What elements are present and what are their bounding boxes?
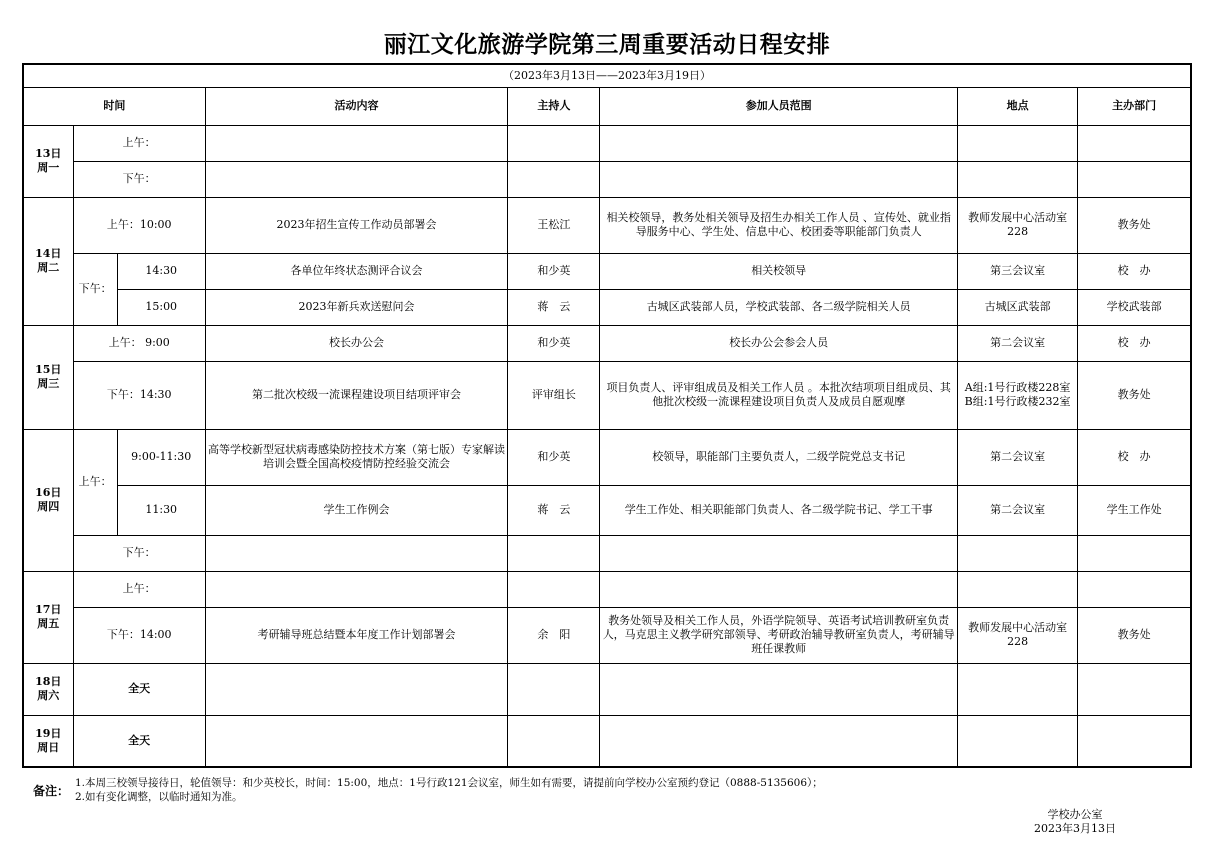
activity-dept: 学校武装部	[1078, 289, 1191, 325]
activity-participants: 古城区武装部人员，学校武装部、各二级学院相关人员	[600, 289, 958, 325]
time-slot: 全天	[73, 715, 205, 767]
page-title: 丽江文化旅游学院第三周重要活动日程安排	[383, 31, 831, 58]
activity-location: 教师发展中心活动室228	[957, 607, 1077, 663]
time-detail: 11:30	[117, 485, 205, 535]
activity-dept: 教务处	[1078, 607, 1191, 663]
day-weekday: 周五	[37, 617, 60, 630]
activity-dept: 教务处	[1078, 197, 1191, 253]
day-date: 18日	[35, 675, 62, 688]
activity-participants: 教务处领导及相关工作人员，外语学院领导、英语考试培训教研室负责人，马克思主义教学研究部领导、考研政治辅导教研室负责人，考研辅导班任课教师	[600, 607, 958, 663]
empty-cell	[205, 715, 507, 767]
activity-host: 王松江	[508, 197, 600, 253]
activity-content: 校长办公会	[205, 325, 507, 361]
time-detail: 14:30	[117, 253, 205, 289]
empty-cell	[600, 715, 958, 767]
notes-label: 备注：	[33, 784, 70, 798]
time-slot: 下午：	[73, 535, 205, 571]
time-slot: 下午：	[73, 161, 205, 197]
activity-content: 2023年招生宣传工作动员部署会	[205, 197, 507, 253]
empty-cell	[1078, 663, 1191, 715]
time-detail: 15:00	[117, 289, 205, 325]
time-slot: 上午：10:00	[73, 197, 205, 253]
day-date: 15日	[35, 363, 62, 376]
time-slot: 上午：	[73, 571, 205, 607]
notes	[75, 776, 823, 804]
activity-participants: 校领导，职能部门主要负责人，二级学院党总支书记	[600, 429, 958, 485]
day-weekday: 周四	[37, 500, 60, 513]
activity-participants: 相关校领导	[600, 253, 958, 289]
empty-cell	[508, 161, 600, 197]
empty-cell	[600, 125, 958, 161]
activity-content: 第二批次校级一流课程建设项目结项评审会	[205, 361, 507, 429]
activity-host: 和少英	[508, 253, 600, 289]
time-slot: 上午： 9:00	[73, 325, 205, 361]
empty-cell	[205, 663, 507, 715]
note-line-1: 1.本周三校领导接待日，轮值领导：和少英校长，时间：15:00，地点：1号行政121会议室，师生如有需要，请提前向学校办公室预约登记（0888-5135606）；	[75, 777, 823, 789]
empty-cell	[1078, 715, 1191, 767]
empty-cell	[600, 535, 958, 571]
empty-cell	[508, 125, 600, 161]
activity-participants: 学生工作处、相关职能部门负责人、各二级学院书记、学工干事	[600, 485, 958, 535]
activity-content: 考研辅导班总结暨本年度工作计划部署会	[205, 607, 507, 663]
empty-cell	[957, 715, 1077, 767]
empty-cell	[957, 125, 1077, 161]
activity-content: 各单位年终状态测评合议会	[205, 253, 507, 289]
empty-cell	[508, 663, 600, 715]
signature-date: 2023年3月13日	[1034, 822, 1116, 835]
activity-location: A组:1号行政楼228室 B组:1号行政楼232室	[957, 361, 1077, 429]
day-cell	[23, 715, 73, 767]
day-date: 16日	[35, 486, 62, 499]
time-slot: 上午：	[73, 429, 117, 535]
header-location: 地点	[957, 87, 1077, 125]
activity-host: 和少英	[508, 325, 600, 361]
day-weekday: 周二	[37, 261, 60, 274]
activity-host: 余 阳	[508, 607, 600, 663]
header-participants: 参加人员范围	[600, 87, 958, 125]
empty-cell	[1078, 161, 1191, 197]
header-dept: 主办部门	[1078, 87, 1191, 125]
time-slot: 全天	[73, 663, 205, 715]
date-range: （2023年3月13日——2023年3月19日）	[23, 64, 1191, 87]
day-date: 19日	[35, 726, 62, 740]
activity-participants: 相关校领导，教务处相关领导及招生办相关工作人员 、宣传处、就业指导服务中心、学生处、信息中心、校团委等职能部门负责人	[600, 197, 958, 253]
empty-cell	[1078, 125, 1191, 161]
empty-cell	[508, 571, 600, 607]
empty-cell	[205, 571, 507, 607]
activity-location: 第二会议室	[957, 325, 1077, 361]
empty-cell	[508, 535, 600, 571]
activity-dept: 校 办	[1078, 429, 1191, 485]
empty-cell	[205, 125, 507, 161]
activity-dept: 校 办	[1078, 253, 1191, 289]
activity-location: 教师发展中心活动室228	[957, 197, 1077, 253]
note-line-2: 2.如有变化调整，以临时通知为准。	[75, 791, 243, 803]
empty-cell	[508, 715, 600, 767]
activity-location: 第三会议室	[957, 253, 1077, 289]
activity-host: 评审组长	[508, 361, 600, 429]
activity-location: 第二会议室	[957, 429, 1077, 485]
empty-cell	[1078, 535, 1191, 571]
activity-host: 蒋 云	[508, 289, 600, 325]
day-weekday: 周六	[37, 689, 60, 702]
empty-cell	[205, 161, 507, 197]
empty-cell	[600, 161, 958, 197]
activity-dept: 学生工作处	[1078, 485, 1191, 535]
day-weekday: 周一	[37, 161, 60, 174]
day-date: 17日	[35, 603, 62, 616]
activity-location: 第二会议室	[957, 485, 1077, 535]
header-content: 活动内容	[205, 87, 507, 125]
activity-dept: 校 办	[1078, 325, 1191, 361]
empty-cell	[1078, 571, 1191, 607]
day-cell	[23, 571, 73, 663]
time-slot: 上午：	[73, 125, 205, 161]
day-cell	[23, 197, 73, 325]
activity-host: 和少英	[508, 429, 600, 485]
time-slot: 下午：14:30	[73, 361, 205, 429]
day-cell	[23, 325, 73, 429]
empty-cell	[957, 571, 1077, 607]
activity-content: 2023年新兵欢送慰问会	[205, 289, 507, 325]
time-detail: 9:00-11:30	[117, 429, 205, 485]
empty-cell	[957, 161, 1077, 197]
time-slot: 下午：14:00	[73, 607, 205, 663]
activity-location: 古城区武装部	[957, 289, 1077, 325]
empty-cell	[205, 535, 507, 571]
day-cell	[23, 663, 73, 715]
empty-cell	[957, 663, 1077, 715]
day-date: 14日	[35, 247, 62, 260]
activity-content: 高等学校新型冠状病毒感染防控技术方案（第七版）专家解读培训会暨全国高校疫情防控经验交流会	[205, 429, 507, 485]
activity-participants: 项目负责人、评审组成员及相关工作人员 。本批次结项项目组成员、其他批次校级一流课程建设项目负责人及成员自愿观摩	[600, 361, 958, 429]
activity-dept: 教务处	[1078, 361, 1191, 429]
empty-cell	[600, 663, 958, 715]
signature-office: 学校办公室	[1047, 808, 1103, 821]
header-host: 主持人	[508, 87, 600, 125]
activity-host: 蒋 云	[508, 485, 600, 535]
schedule-table	[22, 63, 1192, 768]
activity-content: 学生工作例会	[205, 485, 507, 535]
day-weekday: 周日	[37, 740, 60, 754]
time-slot: 下午：	[73, 253, 117, 325]
day-cell	[23, 429, 73, 571]
signature	[1000, 808, 1150, 836]
header-time: 时间	[23, 87, 205, 125]
empty-cell	[957, 535, 1077, 571]
day-date: 13日	[35, 147, 62, 160]
empty-cell	[600, 571, 958, 607]
activity-participants: 校长办公会参会人员	[600, 325, 958, 361]
day-weekday: 周三	[37, 377, 60, 390]
day-cell	[23, 125, 73, 197]
